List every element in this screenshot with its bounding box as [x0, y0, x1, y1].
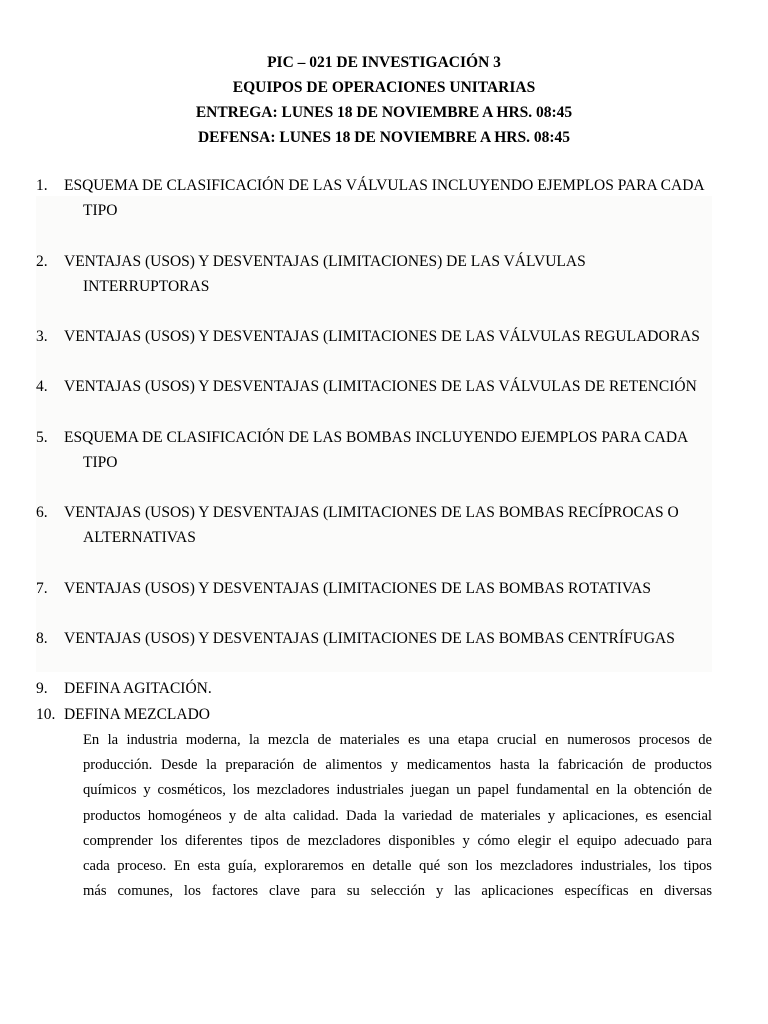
paragraph-line: químicos y cosméticos, los mezcladores industriales juegan un papel fundamental en la obtención de	[83, 782, 712, 799]
body-paragraph	[83, 728, 712, 904]
header-subtitle: EQUIPOS DE OPERACIONES UNITARIAS	[232, 79, 536, 96]
list-item-text: VENTAJAS (USOS) Y DESVENTAJAS (LIMITACIONES DE LAS BOMBAS CENTRÍFUGAS	[64, 630, 675, 647]
list-item-text: VENTAJAS (USOS) Y DESVENTAJAS (LIMITACIONES DE LAS BOMBAS ROTATIVAS	[64, 580, 651, 597]
list-item-text: ESQUEMA DE CLASIFICACIÓN DE LAS VÁLVULAS INCLUYENDO EJEMPLOS PARA CADA	[64, 177, 705, 194]
list-item-number: 5.	[36, 429, 48, 446]
list-item-text-continued: TIPO	[83, 454, 118, 471]
list-item-number: 7.	[36, 580, 48, 597]
list-item-text: DEFINA AGITACIÓN.	[64, 680, 212, 697]
list-item-number: 3.	[36, 328, 48, 345]
paragraph-line: En la industria moderna, la mezcla de materiales es una etapa crucial en numerosos procesos de	[83, 732, 712, 748]
paragraph-line: comprender los diferentes tipos de mezcladores disponibles y cómo elegir el equipo adecuado para	[83, 832, 712, 849]
list-item-number: 2.	[36, 253, 48, 270]
list-item-number: 4.	[36, 378, 48, 395]
paragraph-line: cada proceso. En esta guía, exploraremos en detalle qué son los mezcladores industriales, los tipos	[83, 858, 712, 875]
list-item-text-continued: INTERRUPTORAS	[83, 278, 210, 295]
paragraph-line: producción. Desde la preparación de alimentos y medicamentos hasta la fabricación de productos	[83, 757, 712, 774]
list-item-text: ESQUEMA DE CLASIFICACIÓN DE LAS BOMBAS INCLUYENDO EJEMPLOS PARA CADA	[64, 429, 689, 446]
list-item-text: VENTAJAS (USOS) Y DESVENTAJAS (LIMITACIONES) DE LAS VÁLVULAS	[64, 253, 586, 270]
header-defense-date: DEFENSA: LUNES 18 DE NOVIEMBRE A HRS. 08:45	[197, 129, 571, 146]
paragraph-line: más comunes, los factores clave para su selección y las aplicaciones específicas en diversas	[83, 883, 712, 900]
document-header	[0, 50, 768, 150]
list-item-text: VENTAJAS (USOS) Y DESVENTAJAS (LIMITACIONES DE LAS BOMBAS RECÍPROCAS O	[64, 504, 679, 521]
list-item-number: 9.	[36, 680, 48, 697]
list-item-text-continued: ALTERNATIVAS	[83, 529, 196, 546]
list-item-text: VENTAJAS (USOS) Y DESVENTAJAS (LIMITACIONES DE LAS VÁLVULAS DE RETENCIÓN	[64, 378, 697, 395]
header-title: PIC – 021 DE INVESTIGACIÓN 3	[267, 54, 501, 71]
list-item-number: 8.	[36, 630, 48, 647]
list-item-number: 10.	[36, 706, 56, 723]
list-item-number: 1.	[36, 177, 48, 194]
list-item-text: DEFINA MEZCLADO	[64, 706, 210, 723]
header-delivery-date: ENTREGA: LUNES 18 DE NOVIEMBRE A HRS. 08:45	[195, 104, 573, 121]
paragraph-line: productos homogéneos y de alta calidad. Dada la variedad de materiales y aplicaciones, es esencial	[83, 807, 712, 824]
list-item-text: VENTAJAS (USOS) Y DESVENTAJAS (LIMITACIONES DE LAS VÁLVULAS REGULADORAS	[64, 328, 700, 345]
list-item-number: 6.	[36, 504, 48, 521]
list-item-text-continued: TIPO	[83, 202, 118, 219]
